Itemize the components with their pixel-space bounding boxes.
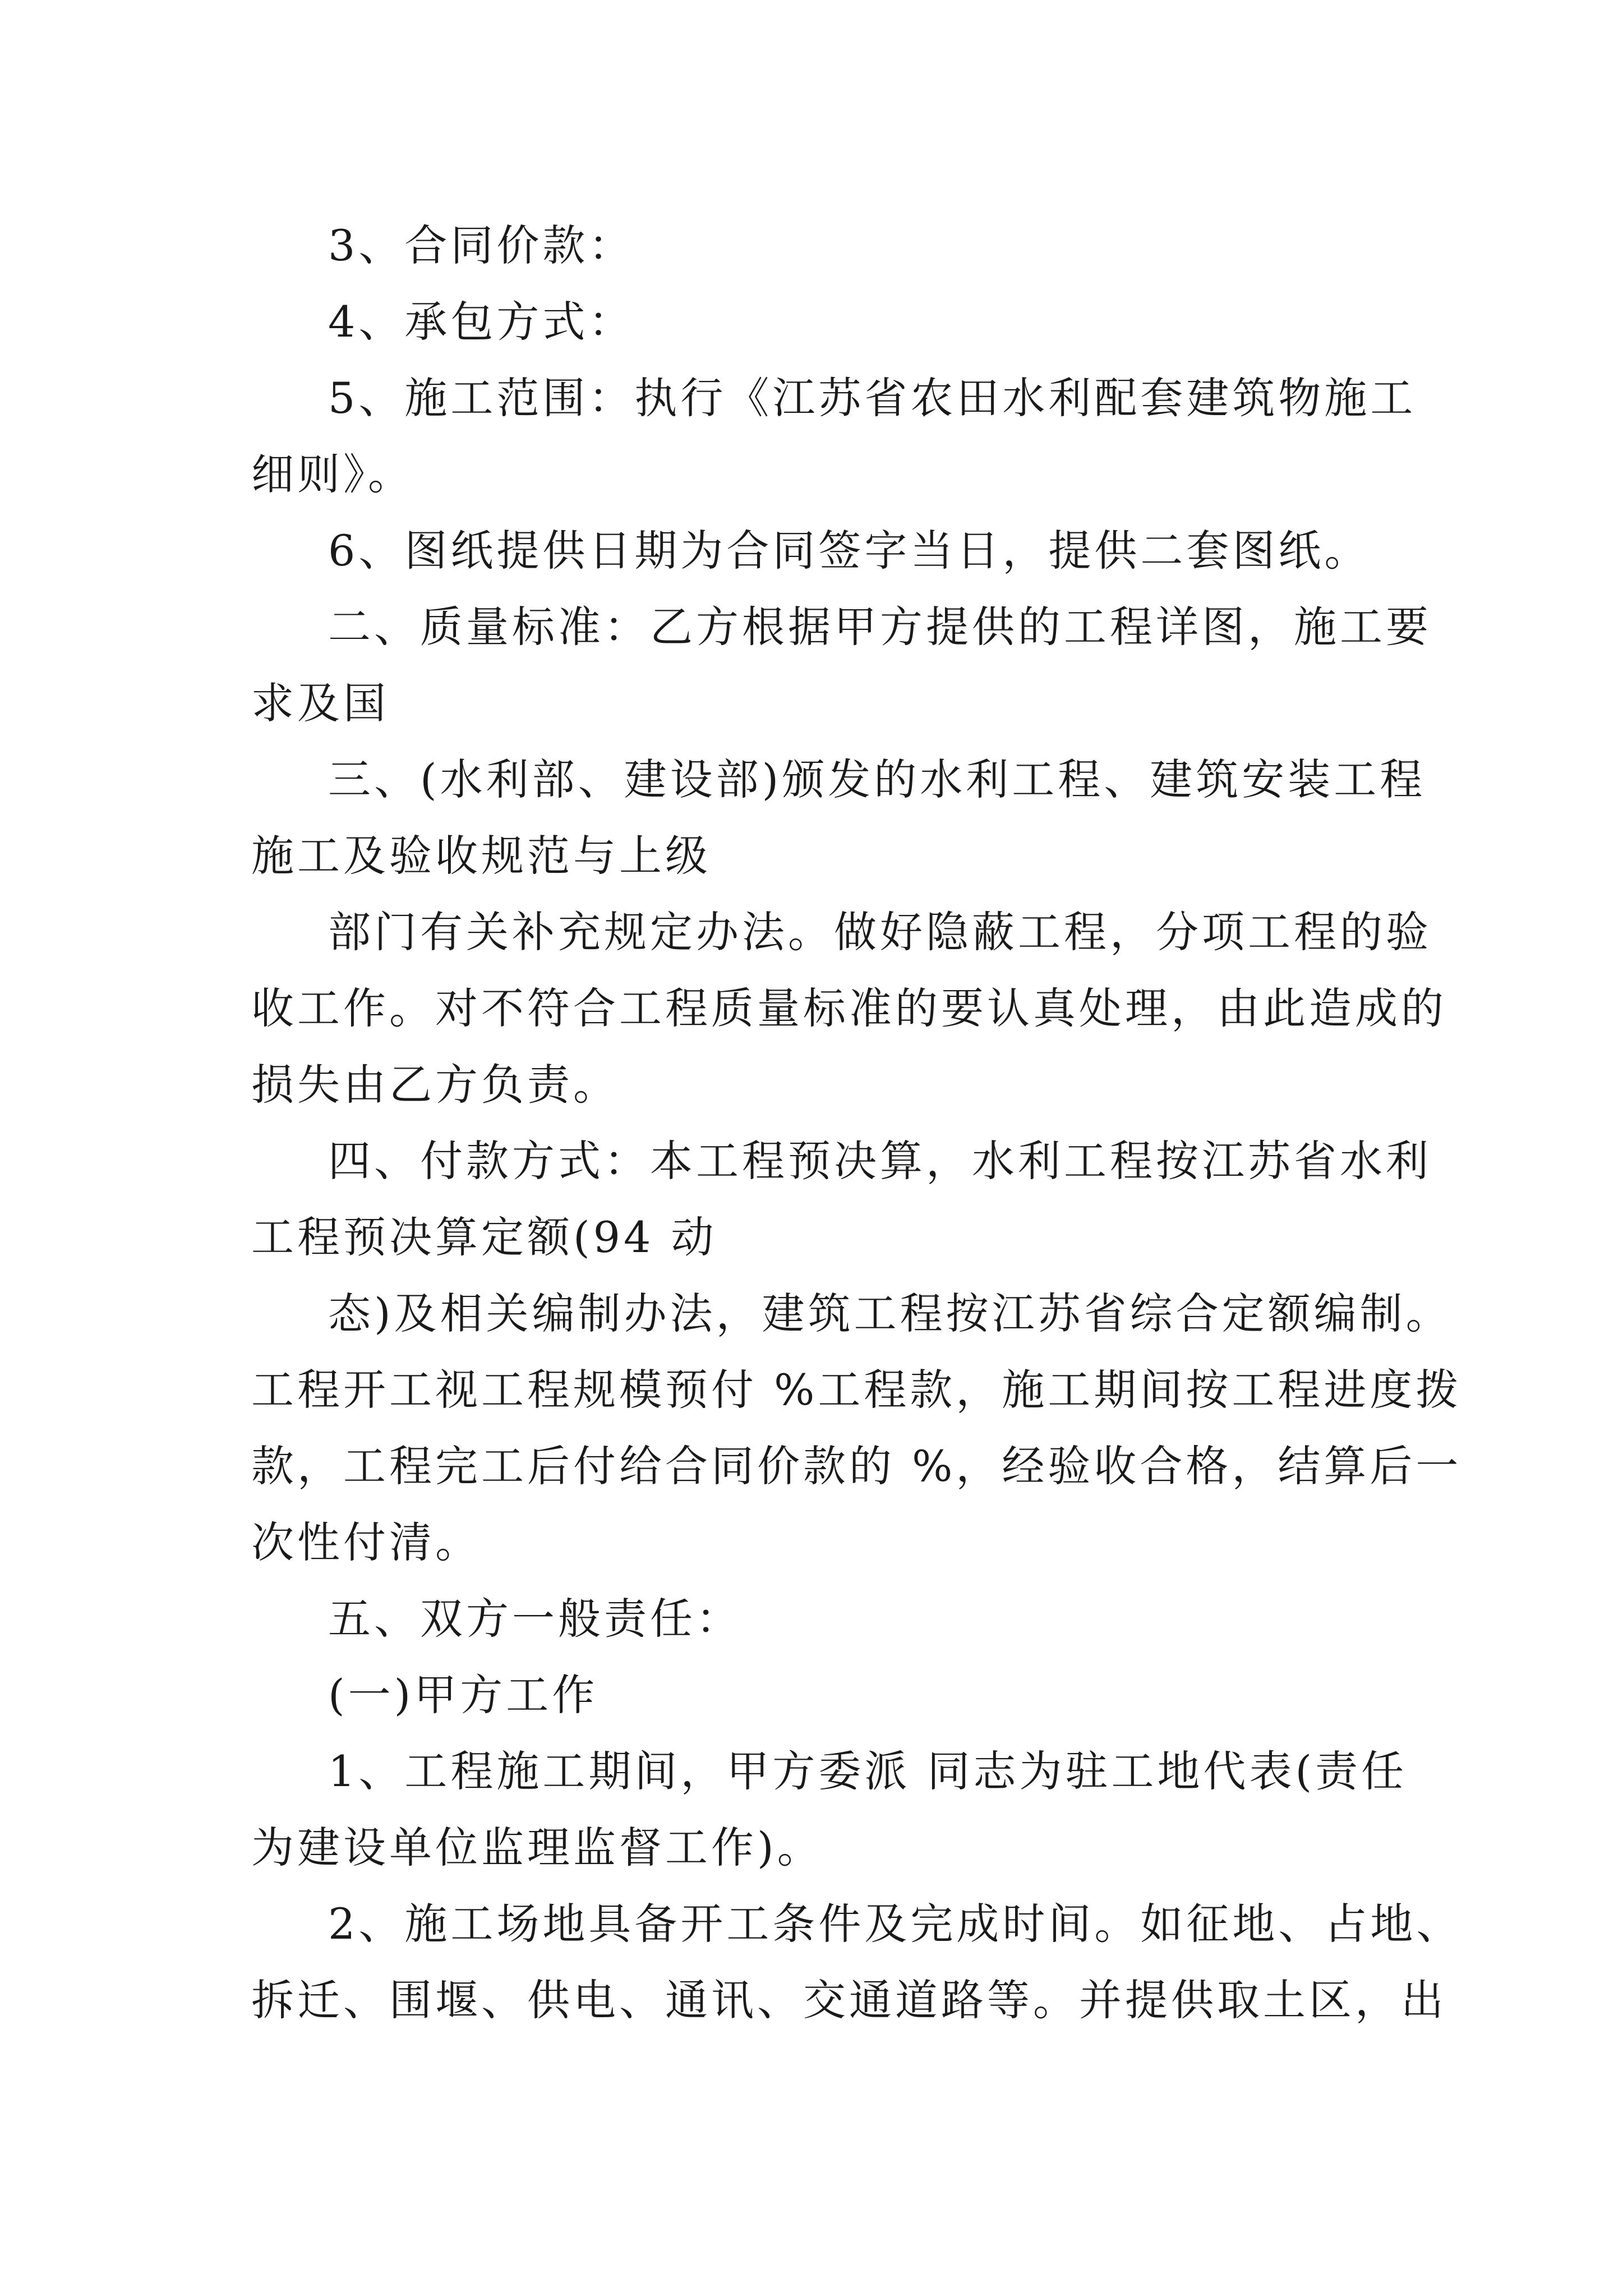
section-5-responsibilities: 五、双方一般责任： [328, 1594, 742, 1644]
section-3-standards-line-1: 三、(水利部、建设部)颁发的水利工程、建筑安装工程 [328, 754, 1426, 804]
section-4-payment-line-2: 工程预决算定额(94 动 [251, 1212, 717, 1262]
section-2-quality-line-2: 求及国 [251, 678, 389, 728]
section-3-standards-line-2: 施工及验收规范与上级 [251, 831, 711, 881]
section-4-payment-line-3: 态)及相关编制办法，建筑工程按江苏省综合定额编制。 [328, 1289, 1452, 1338]
party-a-item-2-line-1: 2、施工场地具备开工条件及完成时间。如征地、占地、 [328, 1899, 1463, 1949]
section-4-payment-line-4: 工程开工视工程规模预付 %工程款，施工期间按工程进度拨 [251, 1365, 1462, 1415]
subsection-party-a-work: (一)甲方工作 [328, 1670, 598, 1720]
clause-5-scope-line-1: 5、施工范围：执行《江苏省农田水利配套建筑物施工 [328, 373, 1417, 423]
clause-3-contract-price: 3、合同价款： [328, 220, 635, 270]
clause-5-scope-line-2: 细则》。 [251, 449, 414, 499]
party-a-item-1-line-1: 1、工程施工期间，甲方委派 同志为驻工地代表(责任 [328, 1746, 1408, 1796]
section-2-quality-line-1: 二、质量标准：乙方根据甲方提供的工程详图，施工要 [328, 602, 1432, 652]
section-4-payment-line-5: 款，工程完工后付给合同价款的 %，经验收合格，结算后一 [251, 1441, 1462, 1491]
section-4-payment-line-6: 次性付清。 [251, 1517, 481, 1567]
clause-4-contract-method: 4、承包方式： [328, 297, 635, 347]
section-3-standards-line-5: 损失由乙方负责。 [251, 1060, 619, 1110]
section-3-standards-line-4: 收工作。对不符合工程质量标准的要认真处理，由此造成的 [251, 983, 1447, 1033]
clause-6-drawings: 6、图纸提供日期为合同签字当日，提供二套图纸。 [328, 526, 1371, 576]
party-a-item-2-line-2: 拆迁、围堰、供电、通讯、交通道路等。并提供取土区，出 [251, 1975, 1447, 2025]
section-4-payment-line-1: 四、付款方式：本工程预决算，水利工程按江苏省水利 [328, 1136, 1432, 1186]
section-3-standards-line-3: 部门有关补充规定办法。做好隐蔽工程，分项工程的验 [328, 907, 1432, 957]
party-a-item-1-line-2: 为建设单位监理监督工作)。 [251, 1823, 823, 1872]
